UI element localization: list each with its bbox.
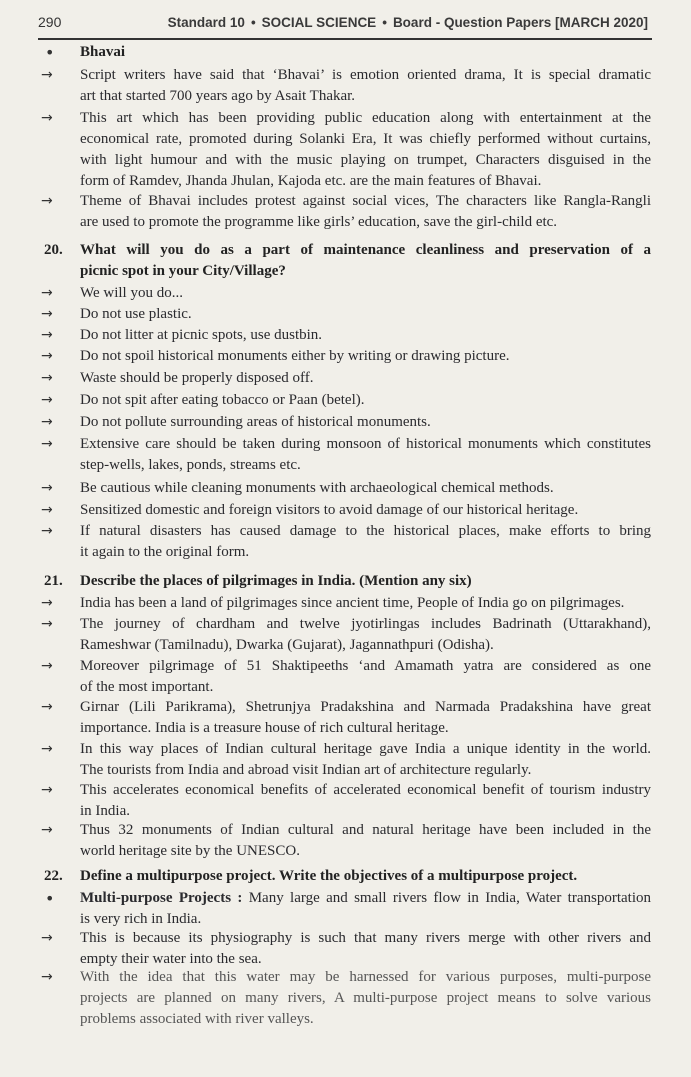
body-text [80, 108, 651, 192]
body-text [80, 500, 651, 521]
body-text [80, 697, 651, 739]
body-text [80, 521, 651, 563]
text-line: This is because its physiography is such that many rivers merge with other rivers and [80, 930, 651, 946]
question-text [80, 240, 651, 282]
body-text [80, 42, 651, 63]
text-line: Extensive care should be taken during monsoon of historical monuments which constitutes [80, 436, 651, 452]
arrow-icon: → [41, 392, 53, 408]
text-line: Girnar (Lili Parikrama), Shetrunjya Pradakshina and Narmada Pradakshina have great [80, 699, 651, 715]
text-line: economical rate, promoted during Solanki Era, It was chiefly performed without curtains, [80, 131, 651, 147]
text-line: world heritage site by the UNESCO. [80, 843, 300, 859]
text-line: Define a multipurpose project. Write the objectives of a multipurpose project. [80, 868, 578, 884]
question-text [80, 866, 651, 887]
body-text [80, 412, 651, 433]
text-line: Moreover pilgrimage of 51 Shaktipeeths ‘and Amamath yatra are considered as one [80, 658, 651, 674]
body-text [80, 346, 651, 367]
page-number: 290 [38, 14, 62, 30]
arrow-icon: → [41, 285, 53, 301]
book-title: Standard 10 [167, 15, 245, 30]
body-text [80, 888, 651, 930]
text-line: Do not litter at picnic spots, use dustbin. [80, 327, 323, 343]
arrow-icon: → [41, 480, 53, 496]
text-line: Theme of Bhavai includes protest against social vices, The characters like Rangla-Rangli [80, 193, 651, 209]
text-line: Do not pollute surrounding areas of historical monuments. [80, 414, 431, 430]
arrow-icon: → [41, 595, 53, 611]
text-line: importance. India is a treasure house of rich cultural heritage. [80, 720, 449, 736]
text-line: Do not spit after eating tobacco or Paan (betel). [80, 392, 365, 408]
text-line: India has been a land of pilgrimages since ancient time, People of India go on pilgrimages. [80, 595, 625, 611]
bullet-icon: • [45, 889, 55, 908]
text-line: are used to promote the programme like girls’ education, save the girl-child etc. [80, 214, 558, 230]
text-line: Describe the places of pilgrimages in India. (Mention any six) [80, 573, 472, 589]
text-line: art that started 700 years ago by Asait Thakar. [80, 88, 356, 104]
text-line: We will you do... [80, 285, 183, 301]
body-text [80, 967, 651, 1030]
text-run: Many large and small rivers flow in India, Water transportation [248, 890, 651, 906]
body-text [80, 780, 651, 822]
arrow-icon: → [41, 502, 53, 518]
arrow-icon: → [41, 822, 53, 838]
body-text [80, 656, 651, 698]
body-text [80, 478, 651, 499]
arrow-icon: → [41, 782, 53, 798]
text-line: Bhavai [80, 44, 126, 60]
arrow-icon: → [41, 370, 53, 386]
body-text [80, 191, 651, 233]
text-line: Sensitized domestic and foreign visitors to avoid damage of our historical heritage. [80, 502, 579, 518]
text-line: This art which has been providing public education along with entertainment at the [80, 110, 651, 126]
separator-dot: • [382, 15, 387, 30]
body-text [80, 283, 651, 304]
text-line: Thus 32 monuments of Indian cultural and natural heritage have been included in the [80, 822, 651, 838]
text-line: Script writers have said that ‘Bhavai’ is emotion oriented drama, It is special dramatic [80, 67, 651, 83]
separator-dot: • [250, 15, 256, 30]
text-line: This accelerates economical benefits of accelerated economical benefit of tourism industry [80, 782, 651, 798]
running-title [168, 15, 648, 30]
text-line: The tourists from India and abroad visit Indian art of architecture regularly. [80, 762, 532, 778]
text-line: If natural disasters has caused damage to the historical places, make efforts to bring [80, 523, 651, 539]
series-title: Board - Question Papers [MARCH 2020] [392, 15, 648, 30]
text-line: Do not use plastic. [80, 306, 192, 322]
arrow-icon: → [41, 193, 53, 209]
arrow-icon: → [41, 306, 53, 322]
bullet-icon: • [45, 43, 55, 62]
arrow-icon: → [41, 699, 53, 715]
text-line [80, 888, 651, 909]
body-text [80, 820, 651, 862]
arrow-icon: → [41, 523, 53, 539]
body-text [80, 928, 651, 970]
body-text [80, 739, 651, 781]
body-text [80, 593, 651, 614]
text-line: Waste should be properly disposed off. [80, 370, 314, 386]
arrow-icon: → [41, 110, 53, 126]
text-line: What will you do as a part of maintenance cleanliness and preservation of a [80, 242, 651, 258]
text-line: Rameshwar (Tamilnadu), Dwarka (Gujarat), Jagannathpuri (Odisha). [80, 637, 494, 653]
text-line: in India. [80, 803, 130, 819]
question-number: 21. [44, 573, 63, 589]
text-line: with light humour and with the music playing on trumpet, Characters disguised in the [80, 152, 651, 168]
arrow-icon: → [41, 969, 53, 985]
text-line: it again to the original form. [80, 544, 250, 560]
arrow-icon: → [41, 658, 53, 674]
text-line: Be cautious while cleaning monuments with archaeological chemical methods. [80, 480, 554, 496]
text-line: In this way places of Indian cultural heritage gave India a unique identity in the world. [80, 741, 651, 757]
question-text [80, 571, 651, 592]
body-text [80, 65, 651, 107]
arrow-icon: → [41, 741, 53, 757]
running-header [38, 12, 652, 40]
text-line: of the most important. [80, 679, 214, 695]
arrow-icon: → [41, 67, 53, 83]
arrow-icon: → [41, 414, 53, 430]
subject-title: SOCIAL SCIENCE [261, 15, 377, 30]
text-line: problems associated with river valleys. [80, 1011, 314, 1027]
text-line: step-wells, lakes, ponds, streams etc. [80, 457, 301, 473]
text-line: form of Ramdev, Jhanda Jhulan, Kajoda etc. are the main features of Bhavai. [80, 173, 542, 189]
body-text [80, 325, 651, 346]
arrow-icon: → [41, 436, 53, 452]
arrow-icon: → [41, 616, 53, 632]
body-text [80, 304, 651, 325]
question-number: 22. [44, 868, 63, 884]
text-line: projects are planned on many rivers, A multi-purpose project means to solve various [80, 990, 651, 1006]
arrow-icon: → [41, 348, 53, 364]
body-text [80, 614, 651, 656]
lead-term: Multi-purpose Projects : [80, 890, 249, 906]
text-line: The journey of chardham and twelve jyotirlingas includes Badrinath (Uttarakhand), [80, 616, 651, 632]
question-number: 20. [44, 242, 63, 258]
arrow-icon: → [41, 930, 53, 946]
text-line: is very rich in India. [80, 911, 202, 927]
body-text [80, 368, 651, 389]
text-line: Do not spoil historical monuments either by writing or drawing picture. [80, 348, 510, 364]
body-text [80, 390, 651, 411]
text-line: empty their water into the sea. [80, 951, 262, 967]
text-line: With the idea that this water may be harnessed for various purposes, multi-purpose [80, 969, 651, 985]
body-text [80, 434, 651, 476]
text-line: picnic spot in your City/Village? [80, 263, 286, 279]
arrow-icon: → [41, 327, 53, 343]
